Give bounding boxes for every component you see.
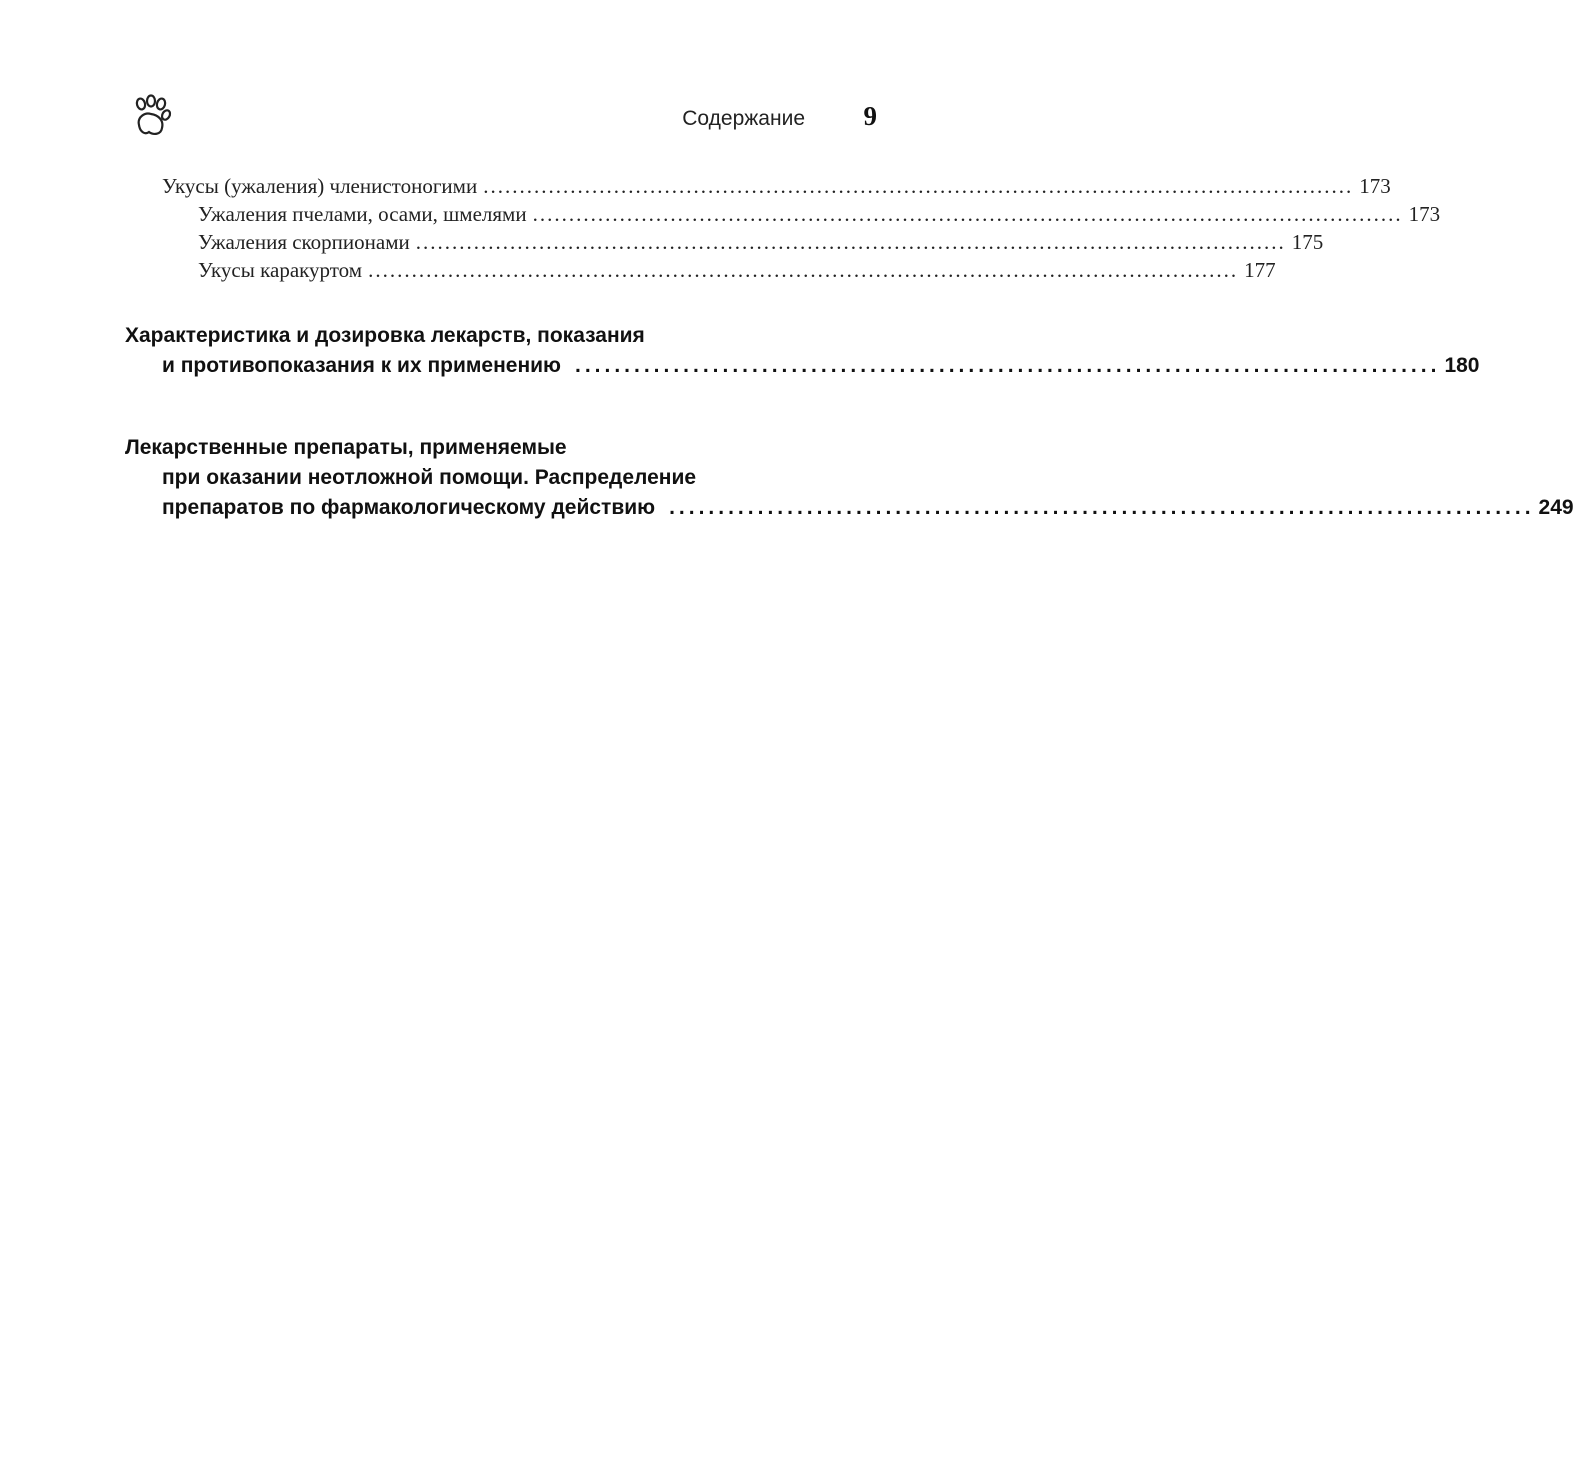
toc-entry-page: 173	[1408, 202, 1441, 226]
page-header	[125, 95, 877, 145]
toc-entry-title: Укусы (ужаления) членистоногими	[162, 174, 478, 198]
dot-leader: ........................................................................................................................	[415, 230, 1286, 254]
toc-entry-title: Ужаления скорпионами	[198, 230, 410, 254]
toc-entry-drugs[interactable]	[162, 354, 1480, 378]
toc-entry-page: 249	[1538, 496, 1574, 519]
toc-entry-bees[interactable]	[198, 202, 1441, 227]
dot-leader: ........................................................................................................................	[532, 202, 1403, 226]
dot-leader: ........................................................................................	[669, 496, 1535, 519]
dot-leader: ........................................................................................................................	[368, 258, 1239, 282]
toc-entry-title: и противопоказания к их применению	[162, 354, 561, 377]
toc-entry-title: препаратов по фармакологическому действию	[162, 496, 656, 519]
toc-entry-page: 177	[1244, 258, 1276, 282]
dot-leader: ........................................................................................................................	[483, 174, 1354, 198]
page-number: 9	[863, 101, 877, 131]
dot-leader: ........................................................................................	[575, 354, 1441, 377]
toc-entry-scorpions[interactable]	[198, 230, 1324, 255]
paw-print-icon	[131, 95, 171, 139]
toc-entry-title: Укусы каракуртом	[198, 258, 363, 282]
toc-entry-page: 173	[1359, 174, 1391, 198]
toc-entry-page: 180	[1444, 354, 1480, 377]
toc-entry-emergency-line1: Лекарственные препараты, применяемые	[125, 436, 567, 459]
toc-entry-karakurt[interactable]	[198, 258, 1276, 283]
toc-entry-drugs-line1: Характеристика и дозировка лекарств, показания	[125, 324, 645, 347]
toc-entry-title: Ужаления пчелами, осами, шмелями	[198, 202, 527, 226]
toc-entry-arthropods[interactable]	[162, 174, 1391, 199]
toc-entry-emergency-line2: при оказании неотложной помощи. Распределение	[162, 466, 697, 489]
toc-entry-page: 175	[1291, 230, 1324, 254]
toc-entry-emergency[interactable]	[162, 496, 1574, 520]
running-title: Содержание	[682, 107, 805, 130]
